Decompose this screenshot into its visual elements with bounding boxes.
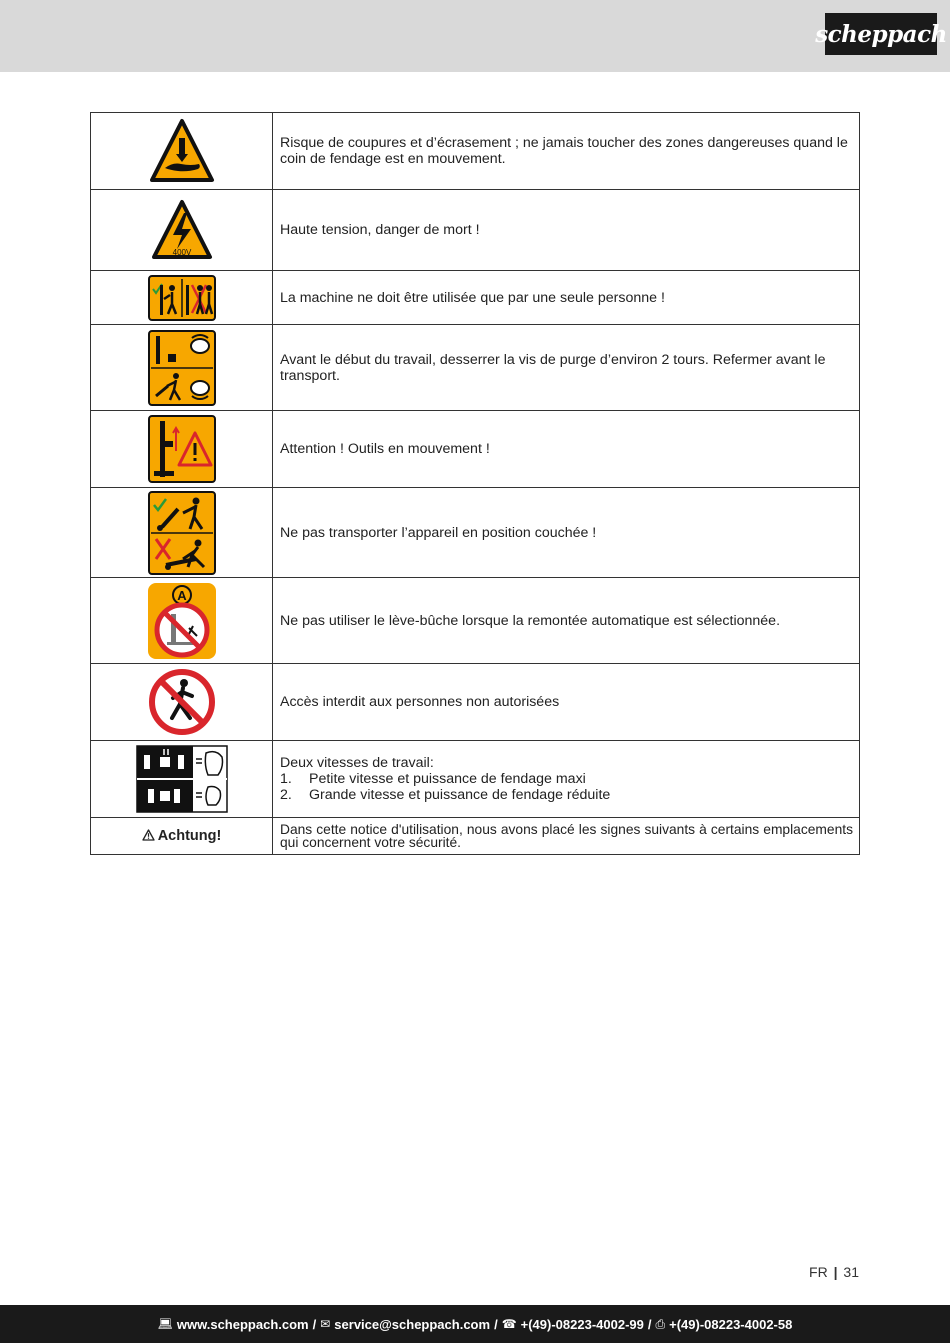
- table-row: [91, 818, 860, 855]
- symbol-cell: [91, 664, 273, 741]
- transport-upright-icon: [148, 491, 216, 575]
- symbol-description: La machine ne doit être utilisée que par une seule personne !: [273, 271, 860, 325]
- page-header: [0, 0, 950, 72]
- list-item: [280, 787, 853, 803]
- table-row: [91, 325, 860, 411]
- symbol-description: Ne pas utiliser le lève-bûche lorsque la remontée automatique est sélectionnée.: [273, 578, 860, 664]
- symbol-description: [273, 741, 860, 818]
- achtung-text: Achtung!: [157, 828, 222, 844]
- page-number: FR | 31: [809, 1264, 859, 1280]
- voltage-label: 400V: [172, 248, 191, 257]
- symbol-cell: [91, 271, 273, 325]
- list-number: 2.: [280, 787, 292, 803]
- no-unauthorized-access-icon: [148, 668, 216, 736]
- crush-hand-warning-icon: [149, 118, 215, 184]
- fax-icon: ⎙: [655, 1316, 666, 1331]
- page-footer: 💻︎ www.scheppach.com / ✉ service@scheppach.com / ☎ +(49)-08223-4002-99 / ⎙ +(49)-08223-4002-58: [0, 1305, 950, 1343]
- symbol-description: Risque de coupures et d’écrasement ; ne jamais toucher des zones dangereuses quand le coin de fendage est en mouvement.: [273, 113, 860, 190]
- table-row: [91, 113, 860, 190]
- footer-website[interactable]: www.scheppach.com: [176, 1316, 309, 1332]
- symbol-description: Avant le début du travail, desserrer la vis de purge d’environ 2 tours. Refermer avant le transport.: [273, 325, 860, 411]
- mail-icon: ✉: [320, 1317, 331, 1331]
- symbol-cell: [91, 325, 273, 411]
- warning-triangle-icon: [142, 829, 155, 841]
- table-row: [91, 578, 860, 664]
- phone-icon: ☎: [501, 1317, 517, 1331]
- table-row: [91, 190, 860, 271]
- symbol-description: Dans cette notice d'utilisation, nous avons placé les signes suivants à certains emplacements qui concernent votre sécurité.: [273, 818, 860, 855]
- safety-symbols-table: [90, 112, 860, 855]
- list-number: 1.: [280, 771, 292, 787]
- speeds-intro: Deux vitesses de travail:: [280, 755, 434, 771]
- symbol-cell: [91, 411, 273, 488]
- symbol-description: Attention ! Outils en mouvement !: [273, 411, 860, 488]
- footer-phone: +(49)-08223-4002-99: [520, 1316, 644, 1332]
- moving-tools-icon: [148, 415, 216, 483]
- list-text: Grande vitesse et puissance de fendage réduite: [309, 787, 611, 803]
- symbol-cell: [91, 190, 273, 271]
- symbol-description: Ne pas transporter l’appareil en position couchée !: [273, 488, 860, 578]
- table-row: [91, 741, 860, 818]
- single-operator-icon: [148, 275, 216, 321]
- list-text: Petite vitesse et puissance de fendage maxi: [309, 771, 586, 787]
- bleed-screw-icon: [148, 330, 216, 406]
- symbol-cell: [91, 818, 273, 855]
- footer-email[interactable]: service@scheppach.com: [334, 1316, 491, 1332]
- computer-icon: 💻︎: [157, 1317, 173, 1331]
- auto-mode-label: A: [176, 587, 187, 603]
- table-row: [91, 271, 860, 325]
- table-row: [91, 411, 860, 488]
- symbol-cell: [91, 113, 273, 190]
- table-row: [91, 488, 860, 578]
- achtung-label: [142, 828, 222, 844]
- symbol-description: Haute tension, danger de mort !: [273, 190, 860, 271]
- high-voltage-warning-icon: [151, 199, 213, 261]
- auto-return-lifter-icon: [147, 582, 217, 660]
- table-row: [91, 664, 860, 741]
- scheppach-logo: scheppach: [825, 13, 937, 55]
- symbol-cell: [91, 741, 273, 818]
- two-speeds-icon: [136, 745, 228, 813]
- symbol-cell: [91, 578, 273, 664]
- list-item: [280, 771, 853, 787]
- footer-fax: +(49)-08223-4002-58: [669, 1316, 793, 1332]
- symbol-cell: [91, 488, 273, 578]
- symbol-description: Accès interdit aux personnes non autorisées: [273, 664, 860, 741]
